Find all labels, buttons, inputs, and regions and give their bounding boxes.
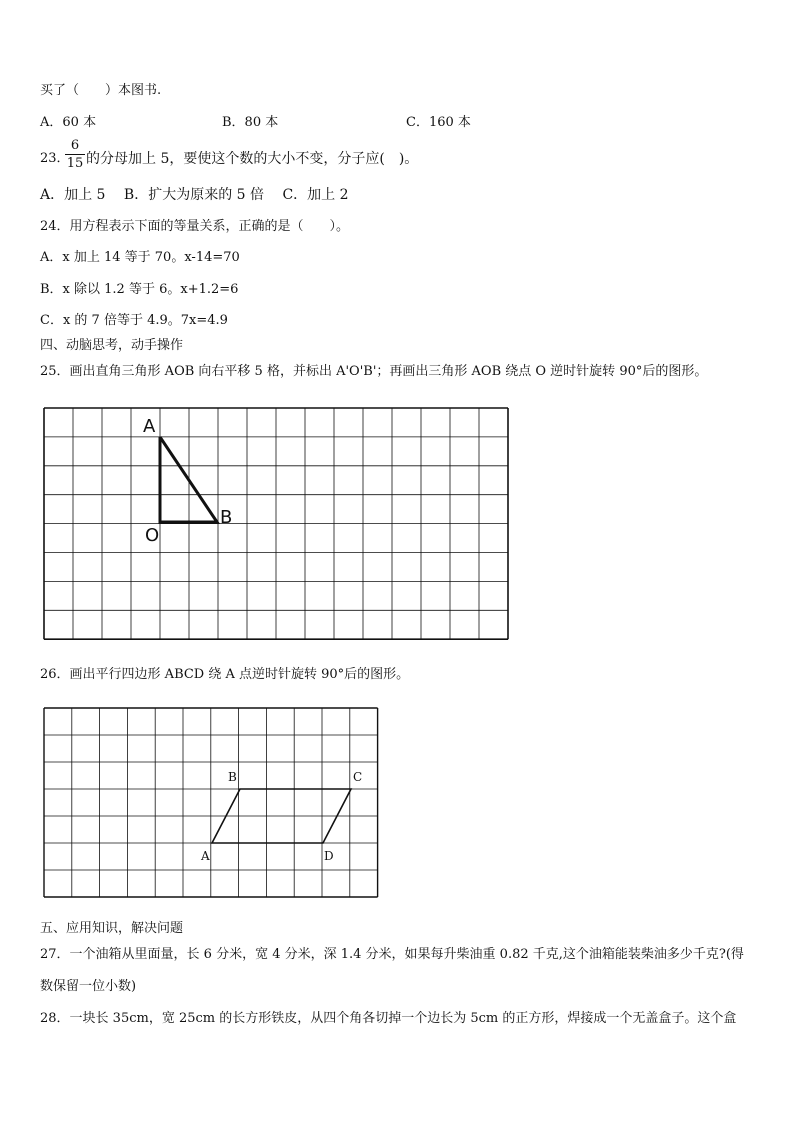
q23-fraction-numerator: 6: [70, 138, 80, 153]
q24-option-a: A．x 加上 14 等于 70。x-14=70: [40, 250, 240, 265]
grid-1-label-b: B: [220, 507, 233, 528]
grid-2-label-c: C: [353, 770, 363, 784]
q24-option-b: B．x 除以 1.2 等于 6。x+1.2=6: [40, 282, 239, 297]
grid-2-label-b: B: [228, 770, 237, 784]
q23-options: A．加上 5 B．扩大为原来的 5 倍 C．加上 2: [40, 187, 349, 203]
grid-1-label-o: O: [145, 525, 160, 546]
q27-continuation: 数保留一位小数): [40, 979, 137, 994]
q22-option-a: A．60 本: [40, 115, 97, 130]
fraction-bar: [65, 154, 85, 155]
q23-number: 23．: [40, 151, 70, 166]
grid-1-lines: [44, 408, 508, 639]
grid-1-label-a: A: [143, 416, 156, 437]
q23-fraction: [65, 138, 85, 171]
q26-stem: 26．画出平行四边形 ABCD 绕 A 点逆时针旋转 90°后的图形。: [40, 667, 410, 682]
section-5-heading: 五、应用知识，解决问题: [40, 921, 184, 936]
q23-fraction-denominator: 15: [66, 156, 84, 171]
q24-option-c: C．x 的 7 倍等于 4.9。7x=4.9: [40, 313, 228, 328]
q23-text: 的分母加上 5，要使这个数的大小不变，分子应( )。: [86, 151, 419, 167]
grid-2-label-a: A: [201, 849, 210, 863]
grid-2-lines: [44, 708, 378, 897]
q24-stem: 24．用方程表示下面的等量关系，正确的是（ ）。: [40, 219, 350, 234]
q22-tail: 买了（ ）本图书.: [40, 83, 162, 98]
q22-option-c: C．160 本: [406, 115, 471, 130]
q25-stem: 25．画出直角三角形 AOB 向右平移 5 格，并标出 A'O'B'；再画出三角形 AOB 绕点 O 逆时针旋转 90°后的图形。: [40, 364, 708, 379]
q22-option-b: B．80 本: [222, 115, 279, 130]
section-4-heading: 四、动脑思考，动手操作: [40, 338, 184, 353]
q28-stem: 28．一块长 35cm，宽 25cm 的长方形铁皮，从四个角各切掉一个边长为 5cm 的正方形，焊接成一个无盖盒子。这个盒: [40, 1011, 737, 1026]
triangle-aob: [160, 437, 217, 522]
parallelogram-abcd: [212, 789, 351, 843]
grid-2-label-d: D: [324, 849, 334, 863]
q27-stem: 27．一个油箱从里面量，长 6 分米，宽 4 分米，深 1.4 分米，如果每升柴油重 0.82 千克,这个油箱能装柴油多少千克?(得: [40, 947, 744, 962]
